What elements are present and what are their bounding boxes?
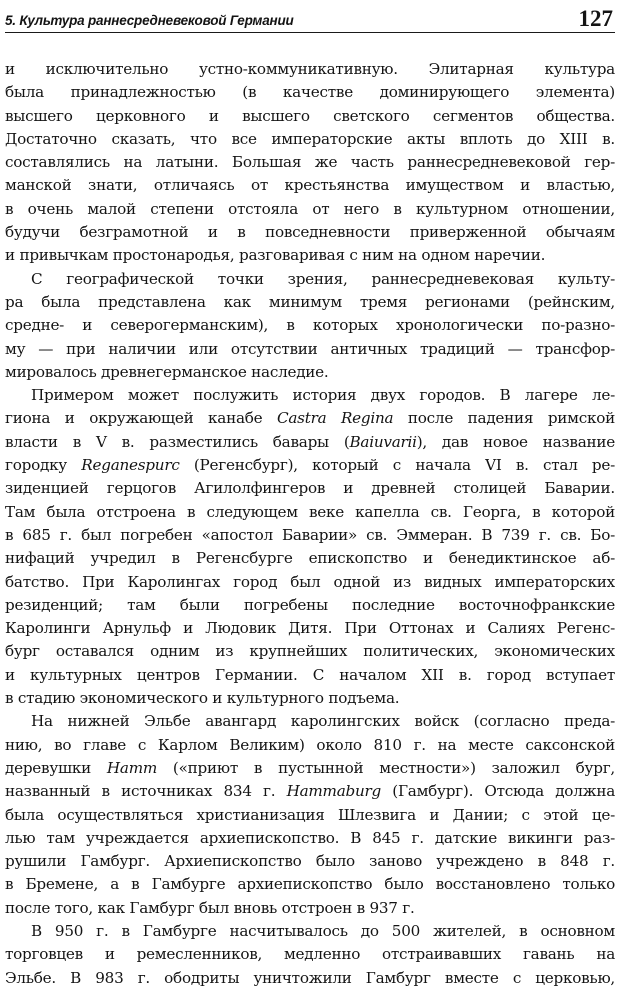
text-line: ра была представлена как минимум тремя регионами (рейнским, [5, 292, 615, 311]
italic-term: Baiuvarii [349, 432, 417, 451]
italic-term: Reganespurc [81, 456, 180, 475]
text-line: после того, как Гамбург был вновь отстроен в 937 г. [5, 898, 415, 917]
text-line: нифаций учредил в Регенсбурге епископство и бенедиктинское аб- [5, 549, 615, 568]
text-line: му — при наличии или отсутствии античных традиций — трансфор- [5, 339, 615, 358]
text-line: и исключительно устно-коммуникативную. Элитарная культура [5, 60, 615, 78]
text-line: в стадию экономического и культурного подъема. [5, 689, 400, 708]
text-line: будучи безграмотной и в повседневности приверженной обычаям [5, 223, 615, 242]
text-line: и культурных центров Германии. С началом XII в. город вступает [5, 665, 615, 684]
body-text [5, 58, 615, 990]
page-header [5, 2, 615, 33]
text-line: На нижней Эльбе авангард каролингских войск (согласно преда- [31, 712, 615, 731]
text-line: манской знати, отличаясь от крестьянства имуществом и властью, [5, 176, 615, 195]
text-line: городку Reganespurc (Регенсбург), который с начала VI в. стал ре- [5, 456, 616, 475]
paragraph [5, 920, 615, 990]
text-line: батство. При Каролингах город был одной из видных императорских [5, 572, 615, 591]
paragraph [5, 384, 615, 710]
text-line: С географической точки зрения, раннесредневековая культу- [31, 269, 615, 288]
text-line: и привычкам простонародья, разговаривая с ним на одном наречии. [5, 246, 546, 265]
text-line: Там была отстроена в следующем веке капелла св. Георга, в которой [5, 502, 615, 521]
text-line: была принадлежностью (в качестве доминирующего элемента) [5, 83, 615, 102]
italic-term: Hamm [106, 758, 158, 777]
italic-term: Hammaburg [286, 782, 381, 801]
text-line: гиона и окружающей канабе Castra Regina после падения римской [5, 409, 615, 428]
text-line: торговцев и ремесленников, медленно отстраивавших гавань на [5, 945, 615, 964]
page-number: 127 [578, 6, 613, 31]
text-line: деревушки Hamm («приют в пустынной местности») заложил бург, [5, 758, 615, 777]
text-line: средне- и северогерманским), в которых хронологически по-разно- [5, 316, 615, 335]
running-title: 5. Культура раннесредневековой Германии [5, 13, 294, 28]
text-line: Эльбе. В 983 г. ободриты уничтожили Гамбург вместе с церковью, [5, 968, 615, 987]
text-line: высшего церковного и высшего светского сегментов общества. [5, 106, 615, 125]
text-line: составлялись на латыни. Большая же часть раннесредневековой гер- [5, 153, 615, 172]
text-line: бург оставался одним из крупнейших политических, экономических [5, 642, 615, 661]
paragraph [5, 710, 615, 920]
text-line: власти в V в. разместились бавары (Baiuvarii), дав новое название [5, 432, 615, 451]
text-line: Примером может послужить история двух городов. В лагере ле- [31, 386, 615, 405]
text-line: нию, во главе с Карлом Великим) около 810 г. на месте саксонской [5, 735, 615, 754]
text-line: Каролинги Арнульф и Людовик Дитя. При Оттонах и Салиях Регенс- [5, 619, 615, 638]
text-line: В 950 г. в Гамбурге насчитывалось до 500 жителей, в основном [31, 921, 615, 940]
text-line: в Бремене, а в Гамбурге архиепископство было восстановлено только [5, 875, 615, 894]
text-line: названный в источниках 834 г. Hammaburg (Гамбург). Отсюда должна [5, 782, 615, 801]
text-line: зиденцией герцогов Агилолфингеров и древней столицей Баварии. [5, 479, 615, 498]
text-line: в 685 г. был погребен «апостол Баварии» св. Эммеран. В 739 г. св. Бо- [5, 525, 615, 544]
text-line: в очень малой степени отстояла от него в культурном отношении, [5, 199, 615, 218]
text-line: мировалось древнегерманское наследие. [5, 362, 329, 381]
text-line: Достаточно сказать, что все императорские акты вплоть до XIII в. [5, 129, 615, 148]
text-line: рушили Гамбург. Архиепископство было заново учреждено в 848 г. [5, 852, 615, 871]
text-line: лью там учреждается архиепископство. В 845 г. датские викинги раз- [5, 828, 615, 847]
italic-term: Castra Regina [277, 409, 394, 428]
text-line: резиденций; там были погребены последние восточнофранкские [5, 595, 615, 614]
paragraph [5, 268, 615, 384]
paragraph [5, 58, 615, 268]
text-line: была осуществляться христианизация Шлезвига и Дании; с этой це- [5, 805, 615, 824]
